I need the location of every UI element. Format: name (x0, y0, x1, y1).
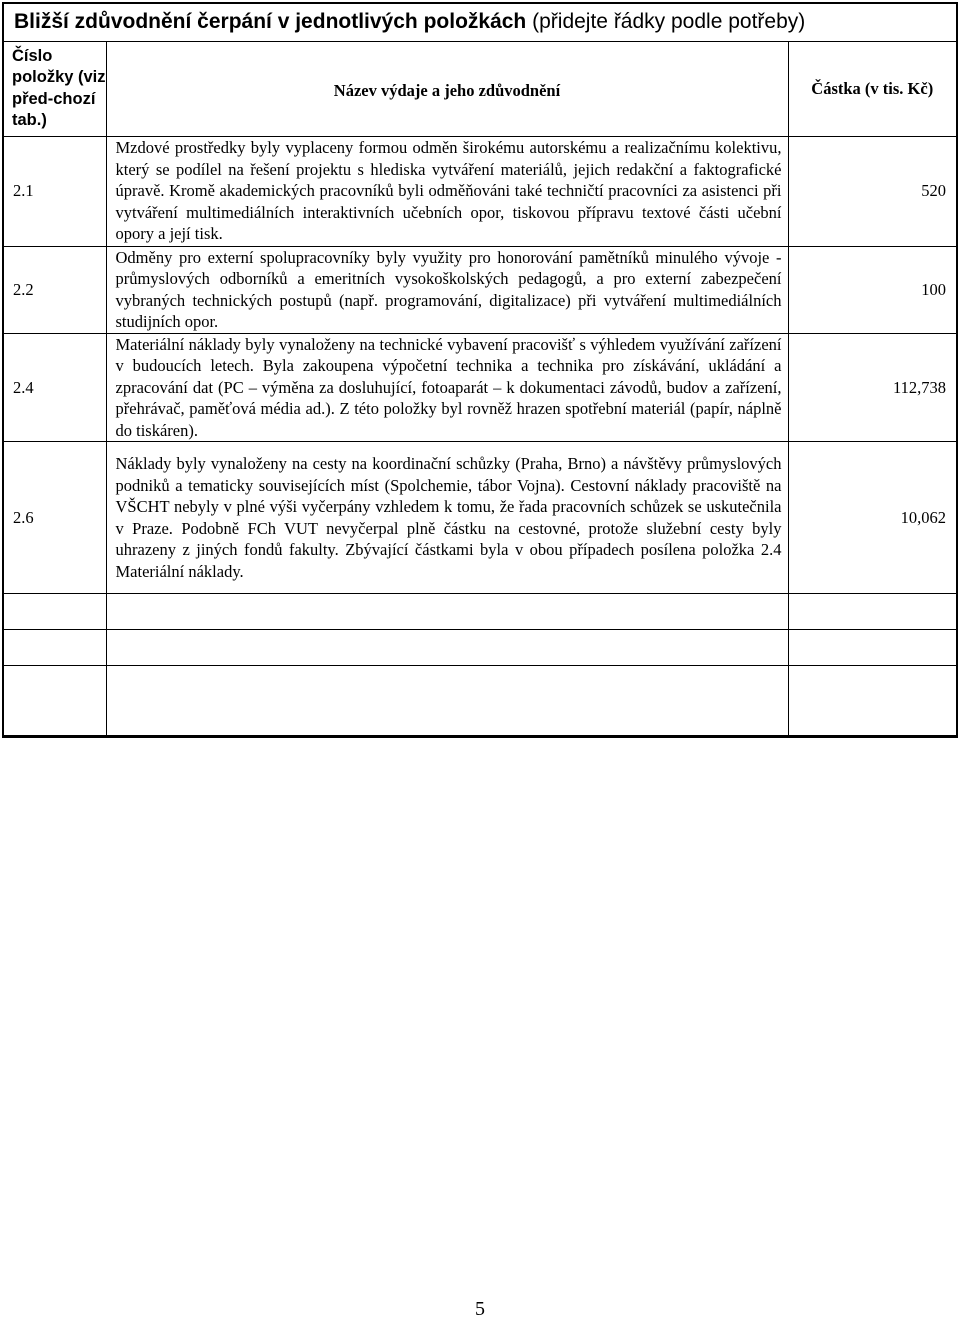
page-number: 5 (475, 1298, 485, 1320)
empty-cell (4, 630, 106, 666)
item-description: Odměny pro externí spolupracovníky byly využity pro honorování pamětníků minulého vývoje - průmyslových odborníků a emeritních vysokoškolských pedagogů, a pro externí zabezpečení vybraných technických postupů (např. programování, digitalizace) při vytváření multimediálních studijních opor. (106, 246, 788, 333)
item-description: Materiální náklady byly vynaloženy na technické vybavení pracovišť s výhledem využívání zařízení v budoucích letech. Byla zakoupena výpočetní technika a technika pro získávání, ukládání a zpracování dat (PC – výměna za dosluhující, fotoaparát – k dokumentaci závodů, budov a zařízení, přehrávač, paměťová média ad.). Z této položky byl rovněž hrazen spotřební materiál (papír, náplně do tiskáren). (106, 333, 788, 442)
item-description: Náklady byly vynaloženy na cesty na koordinační schůzky (Praha, Brno) a návštěvy průmyslových podniků a tematicky souvisejících míst (Spolchemie, tábor Vojna). Cestovní náklady pracoviště na VŠCHT nebyly v plné výši vyčerpány vzhledem k tomu, že řada pracovních schůzek se uskutečnila v Praze. Podobně FCh VUT nevyčerpal plně částku na cestovné, protože služební cesty byly uhrazeny z jiných fondů fakulty. Zbývající částkami byla v obou případech posílena položka 2.4 Materiální náklady. (106, 442, 788, 594)
table-row (4, 246, 956, 333)
section-title: Bližší zdůvodnění čerpání v jednotlivých položkách (14, 10, 527, 33)
section-heading (4, 4, 956, 42)
item-amount: 10,062 (788, 442, 956, 594)
empty-cell (4, 594, 106, 630)
table-row (4, 136, 956, 246)
empty-cell (4, 666, 106, 736)
table-row (4, 333, 956, 442)
empty-cell (788, 630, 956, 666)
empty-cell (788, 594, 956, 630)
column-header-amount: Částka (v tis. Kč) (788, 42, 956, 136)
item-amount: 112,738 (788, 333, 956, 442)
item-amount: 520 (788, 136, 956, 246)
table-header-row (4, 42, 956, 136)
empty-cell (106, 666, 788, 736)
empty-table-row (4, 630, 956, 666)
item-description: Mzdové prostředky byly vyplaceny formou odměn širokému autorskému a realizačnímu kolektivu, který se podílel na řešení projektu s hlediska vytváření materiálů, jejich redakční a faktografické úpravě. Kromě akademických pracovníků byli odměňováni také techničtí pracovníci za asistenci při vytváření multimediálních interaktivních učebních opor, tiskovou přípravu textové části učební opory a její tisk. (106, 136, 788, 246)
item-number: 2.2 (4, 246, 106, 333)
item-number: 2.1 (4, 136, 106, 246)
expense-table (4, 42, 956, 736)
section-note: (přidejte řádky podle potřeby) (532, 10, 806, 33)
column-header-name: Název výdaje a jeho zdůvodnění (106, 42, 788, 136)
empty-cell (106, 594, 788, 630)
item-number: 2.6 (4, 442, 106, 594)
empty-cell (106, 630, 788, 666)
item-amount: 100 (788, 246, 956, 333)
empty-table-row (4, 666, 956, 736)
column-header-item-number: Číslo položky (viz před-chozí tab.) (4, 42, 106, 136)
empty-cell (788, 666, 956, 736)
table-row (4, 442, 956, 594)
item-number: 2.4 (4, 333, 106, 442)
empty-table-row (4, 594, 956, 630)
